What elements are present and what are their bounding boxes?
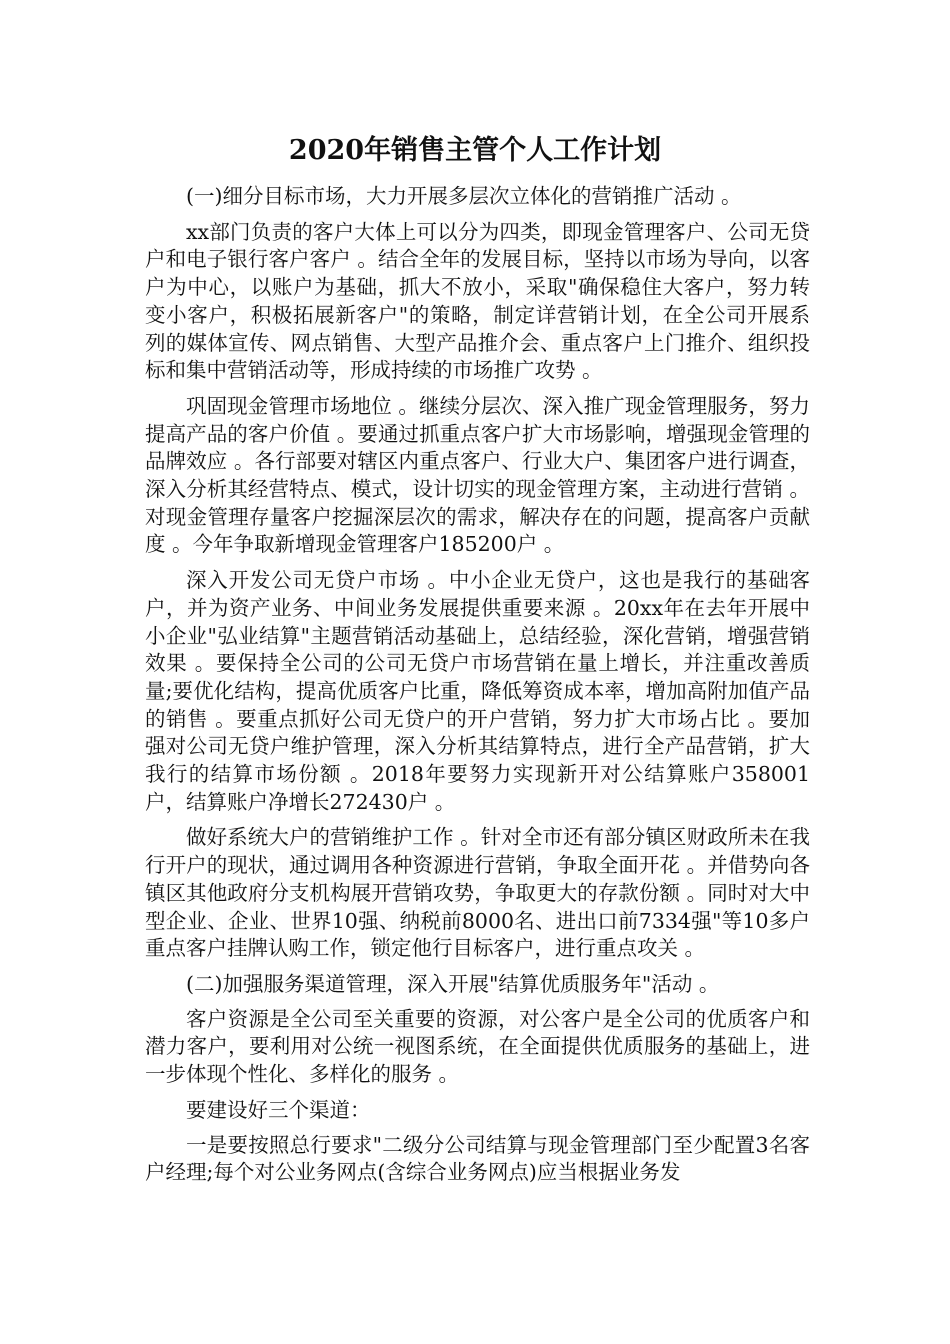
paragraph-key-accounts: 做好系统大户的营销维护工作 。针对全市还有部分镇区财政所未在我行开户的现状，通过调用各种资源进行营销，争取全面开花 。并借势向各镇区其他政府分支机构展开营销攻势，争取更大的存款份额 。同时对大中型企业、企业、世界10强、纳税前8000名、进出口前7334强"等10多户重点客户挂牌认购工作，锁定他行目标客户，进行重点攻关 。	[145, 825, 810, 961]
paragraph-channel-one: 一是要按照总行要求"二级分公司结算与现金管理部门至少配置3名客户经理;每个对公业务网点(含综合业务网点)应当根据业务发	[145, 1132, 810, 1185]
paragraph-customer-categories: xx部门负责的客户大体上可以分为四类，即现金管理客户、公司无贷户和电子银行客户客户 。结合全年的发展目标，坚持以市场为导向，以客户为中心，以账户为基础，抓大不放小，采取"确保稳住大客户，努力转变小客户，积极拓展新客户"的策略，制定详营销计划，在全公司开展系列的媒体宣传、网点销售、大型产品推介会、重点客户上门推介、组织投标和集中营销活动等，形成持续的市场推广攻势 。	[145, 219, 810, 383]
paragraph-section-heading-2: (二)加强服务渠道管理，深入开展"结算优质服务年"活动 。	[186, 971, 720, 996]
paragraph-customer-resources: 客户资源是全公司至关重要的资源，对公客户是全公司的优质客户和潜力客户，要利用对公统一视图系统，在全面提供优质服务的基础上，进一步体现个性化、多样化的服务 。	[145, 1006, 810, 1087]
document-body	[145, 183, 810, 1195]
paragraph-section-heading-1: (一)细分目标市场，大力开展多层次立体化的营销推广活动 。	[186, 184, 742, 208]
document-title: 2020年销售主管个人工作计划	[288, 135, 662, 166]
paragraph-no-loan-customers: 深入开发公司无贷户市场 。中小企业无贷户，这也是我行的基础客户，并为资产业务、中间业务发展提供重要来源 。20xx年在去年开展中小企业"弘业结算"主题营销活动基础上，总结经验，深化营销，增强营销效果 。要保持全公司的公司无贷户市场营销在量上增长，并注重改善质量;要优化结构，提高优质客户比重，降低筹资成本率，增加高附加值产品的销售 。要重点抓好公司无贷户的开户营销，努力扩大市场占比 。要加强对公司无贷户维护管理，深入分析其结算特点，进行全产品营销，扩大我行的结算市场份额 。2018年要努力实现新开对公结算账户358001户，结算账户净增长272430户 。	[145, 568, 810, 814]
paragraph-three-channels: 要建设好三个渠道：	[186, 1097, 371, 1122]
paragraph-cash-management: 巩固现金管理市场地位 。继续分层次、深入推广现金管理服务，努力提高产品的客户价值 。要通过抓重点客户扩大市场影响，增强现金管理的品牌效应 。各行部要对辖区内重点客户、行业大户、集团客户进行调查，深入分析其经营特点、模式，设计切实的现金管理方案，主动进行营销 。对现金管理存量客户挖掘深层次的需求，解决存在的问题，提高客户贡献度 。今年争取新增现金管理客户185200户 。	[145, 393, 810, 557]
